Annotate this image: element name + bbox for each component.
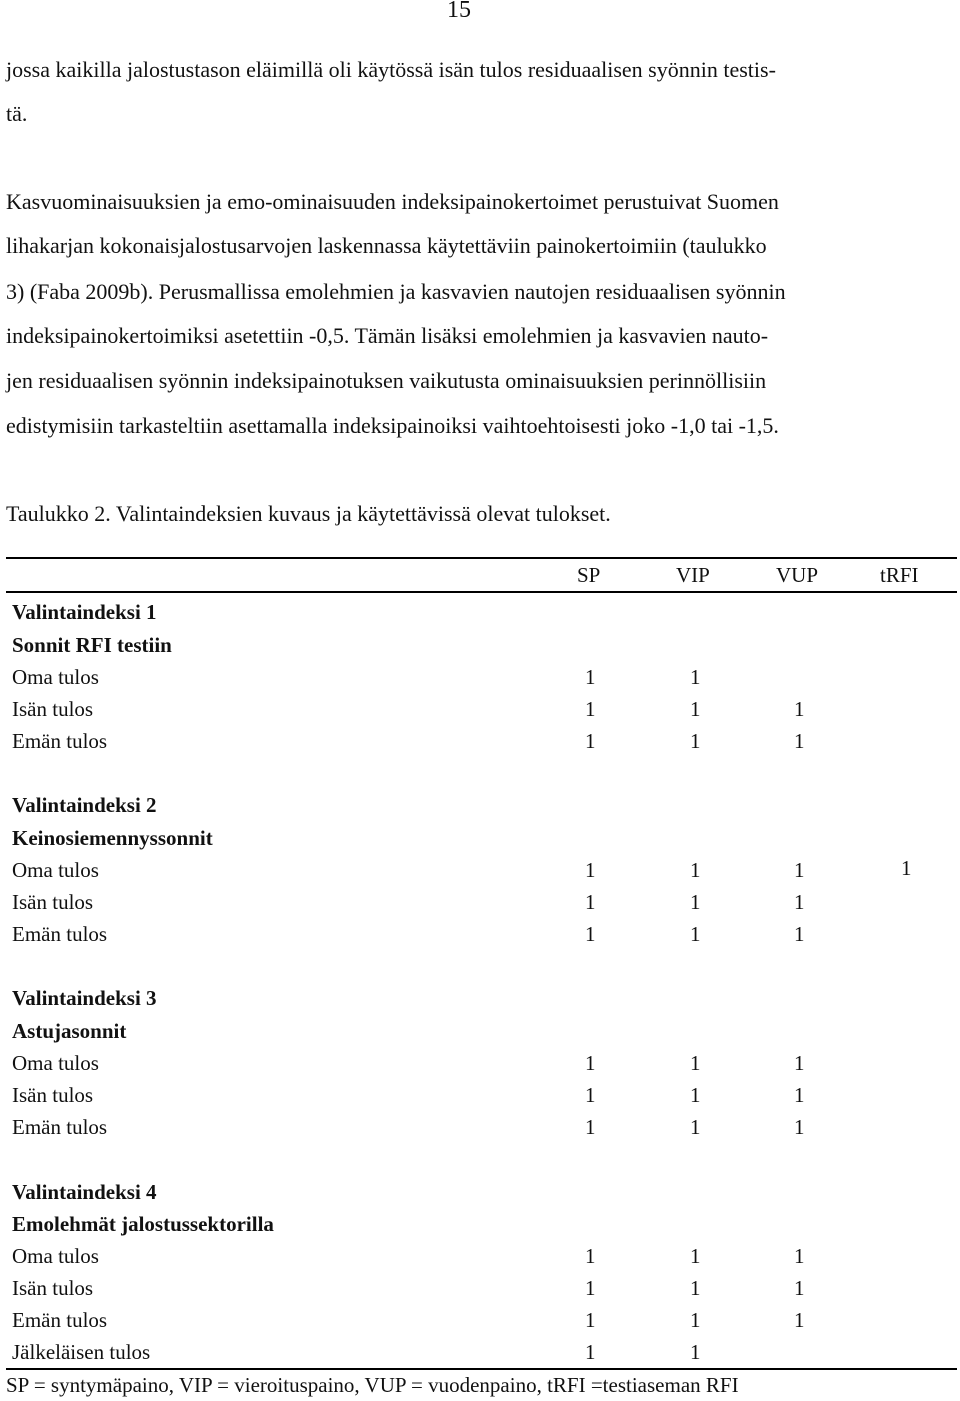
- row-label: Isän tulos: [12, 1276, 94, 1300]
- cell-vup: 1: [794, 890, 805, 914]
- table-footnote: SP = syntymäpaino, VIP = vieroituspaino, VUP = vuodenpaino, tRFI =testiaseman RFI: [6, 1373, 739, 1397]
- cell-vup: 1: [794, 1051, 805, 1075]
- group-subtitle: Astujasonnit: [12, 1019, 127, 1043]
- row-label: Oma tulos: [12, 1244, 99, 1268]
- row-label: Jälkeläisen tulos: [12, 1340, 151, 1364]
- cell-vup: 1: [794, 858, 805, 882]
- cell-vip: 1: [690, 1308, 701, 1332]
- cell-vip: 1: [690, 858, 701, 882]
- cell-vip: 1: [690, 1340, 701, 1364]
- cell-vup: 1: [794, 1115, 805, 1139]
- cell-sp: 1: [585, 1083, 596, 1107]
- text-line: jossa kaikilla jalostustason eläimillä oli käytössä isän tulos residuaalisen syönnin testis-: [6, 57, 776, 82]
- table-top-rule: [6, 557, 957, 559]
- column-header-trfi: tRFI: [880, 563, 919, 587]
- group-title: Valintaindeksi 4: [12, 1180, 157, 1204]
- cell-vup: 1: [794, 1244, 805, 1268]
- cell-sp: 1: [585, 890, 596, 914]
- cell-trfi: 1: [901, 856, 912, 880]
- table-header-rule: [6, 591, 957, 593]
- row-label: Isän tulos: [12, 1083, 94, 1107]
- column-header-vup: VUP: [776, 563, 819, 587]
- row-label: Oma tulos: [12, 858, 99, 882]
- group-subtitle: Sonnit RFI testiin: [12, 633, 172, 657]
- cell-sp: 1: [585, 729, 596, 753]
- cell-vup: 1: [794, 1083, 805, 1107]
- cell-sp: 1: [585, 697, 596, 721]
- cell-sp: 1: [585, 1051, 596, 1075]
- cell-vip: 1: [690, 665, 701, 689]
- table-bottom-rule: [6, 1368, 957, 1370]
- text-line: lihakarjan kokonaisjalostusarvojen laskennassa käytettäviin painokertoimiin (taulukko: [6, 233, 767, 258]
- table-caption: Taulukko 2. Valintaindeksien kuvaus ja käytettävissä olevat tulokset.: [6, 501, 611, 526]
- cell-sp: 1: [585, 1308, 596, 1332]
- cell-sp: 1: [585, 922, 596, 946]
- cell-vip: 1: [690, 922, 701, 946]
- row-label: Emän tulos: [12, 1115, 108, 1139]
- cell-vup: 1: [794, 922, 805, 946]
- text-line: tä.: [6, 101, 28, 126]
- cell-vup: 1: [794, 1308, 805, 1332]
- page-number: 15: [447, 0, 471, 23]
- cell-vip: 1: [690, 890, 701, 914]
- cell-sp: 1: [585, 1340, 596, 1364]
- cell-vup: 1: [794, 729, 805, 753]
- cell-vip: 1: [690, 697, 701, 721]
- text-line: indeksipainokertoimiksi asetettiin -0,5. Tämän lisäksi emolehmien ja kasvavien nauto-: [6, 323, 769, 348]
- group-subtitle: Emolehmät jalostussektorilla: [12, 1212, 274, 1236]
- row-label: Isän tulos: [12, 697, 94, 721]
- column-header-sp: SP: [577, 563, 601, 587]
- cell-vip: 1: [690, 1051, 701, 1075]
- cell-vip: 1: [690, 1244, 701, 1268]
- cell-sp: 1: [585, 665, 596, 689]
- row-label: Emän tulos: [12, 1308, 108, 1332]
- group-title: Valintaindeksi 3: [12, 986, 157, 1010]
- cell-sp: 1: [585, 1276, 596, 1300]
- text-line: jen residuaalisen syönnin indeksipainotuksen vaikutusta ominaisuuksien perinnöllisiin: [6, 368, 767, 393]
- cell-sp: 1: [585, 1244, 596, 1268]
- row-label: Isän tulos: [12, 890, 94, 914]
- group-title: Valintaindeksi 2: [12, 793, 157, 817]
- cell-vip: 1: [690, 1276, 701, 1300]
- cell-vip: 1: [690, 729, 701, 753]
- cell-vup: 1: [794, 697, 805, 721]
- cell-vup: 1: [794, 1276, 805, 1300]
- cell-vip: 1: [690, 1115, 701, 1139]
- column-header-vip: VIP: [676, 563, 710, 587]
- group-title: Valintaindeksi 1: [12, 600, 157, 624]
- cell-sp: 1: [585, 1115, 596, 1139]
- row-label: Emän tulos: [12, 922, 108, 946]
- row-label: Emän tulos: [12, 729, 108, 753]
- row-label: Oma tulos: [12, 1051, 99, 1075]
- row-label: Oma tulos: [12, 665, 99, 689]
- group-subtitle: Keinosiemennyssonnit: [12, 826, 213, 850]
- cell-vip: 1: [690, 1083, 701, 1107]
- text-line: 3) (Faba 2009b). Perusmallissa emolehmien ja kasvavien nautojen residuaalisen syönnin: [6, 279, 786, 304]
- text-line: edistymisiin tarkasteltiin asettamalla indeksipainoiksi vaihtoehtoisesti joko -1,0 tai -1,5.: [6, 413, 779, 438]
- cell-sp: 1: [585, 858, 596, 882]
- text-line: Kasvuominaisuuksien ja emo-ominaisuuden indeksipainokertoimet perustuivat Suomen: [6, 189, 779, 214]
